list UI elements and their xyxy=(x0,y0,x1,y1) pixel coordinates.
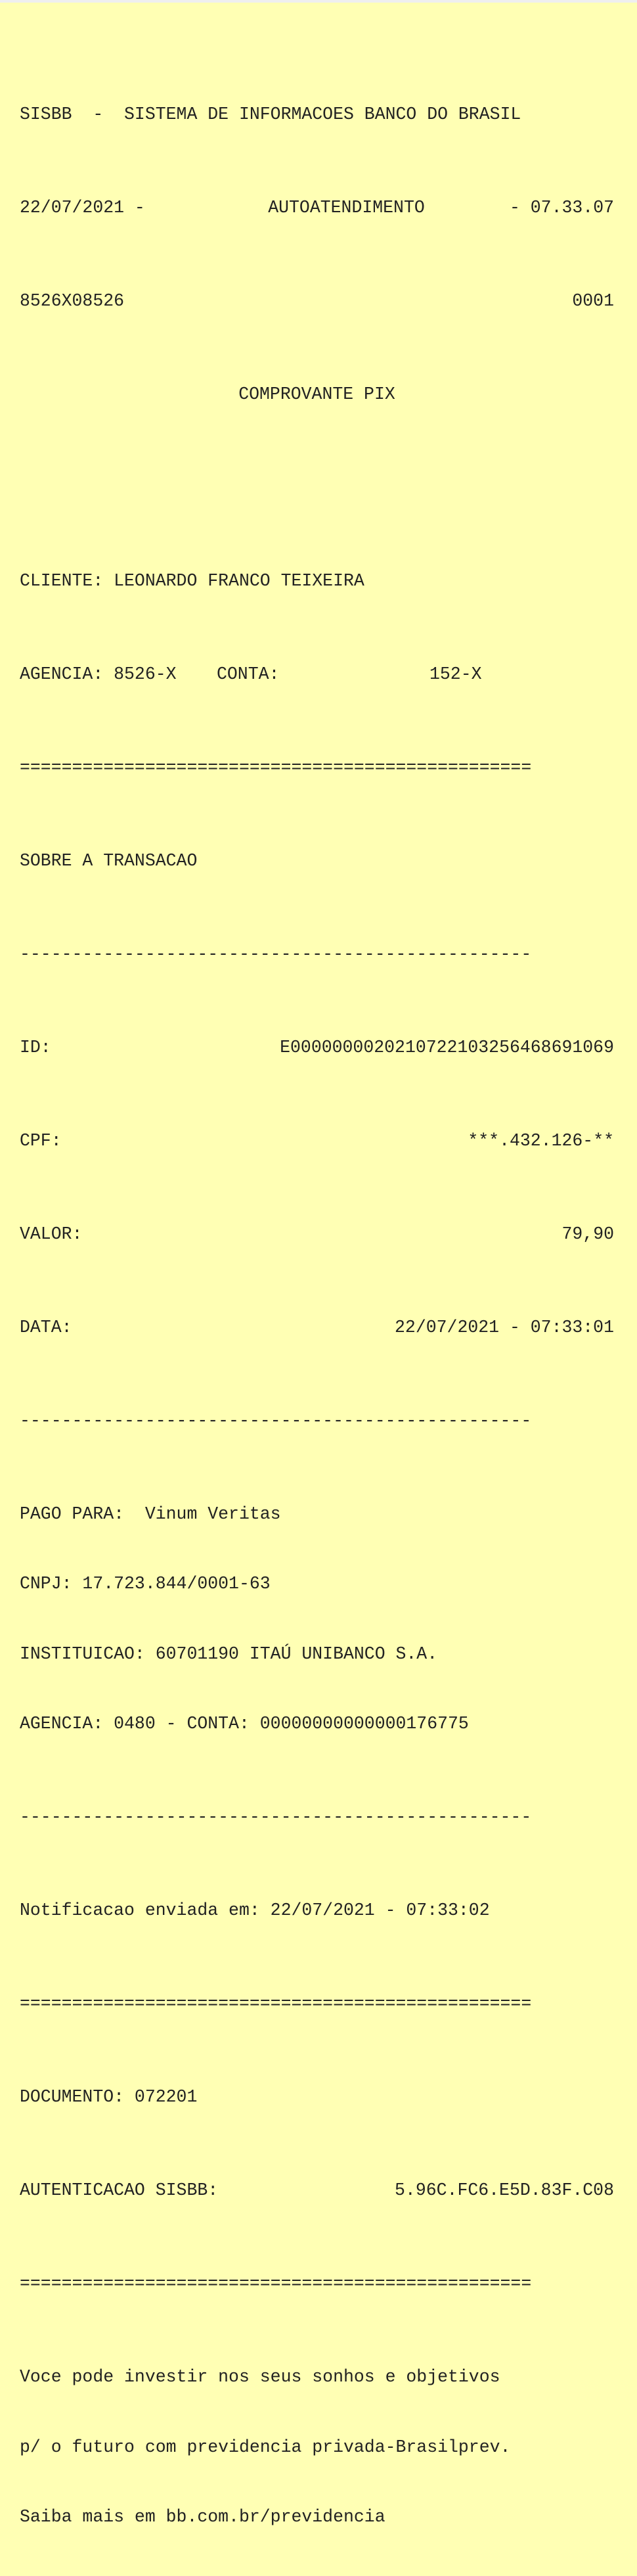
authentication-value: 5.96C.FC6.E5D.83F.C08 xyxy=(395,2180,614,2200)
data-value: 22/07/2021 - 07:33:01 xyxy=(395,1317,614,1337)
data-label: DATA: xyxy=(20,1317,72,1337)
cpf-label: CPF: xyxy=(20,1130,62,1151)
single-separator: ------------------------------------------------- xyxy=(20,1410,532,1431)
client-agency-row xyxy=(20,663,637,687)
header-time: - 07.33.07 xyxy=(509,197,614,218)
valor-label: VALOR: xyxy=(20,1224,83,1244)
transaction-id-value: E0000000020210722103256468691069 xyxy=(280,1037,614,1057)
cpf-value: ***.432.126-** xyxy=(468,1130,614,1151)
spacer xyxy=(20,476,637,500)
cpf-row xyxy=(20,1130,614,1153)
single-separator: ------------------------------------------------- xyxy=(20,1807,532,1827)
client-account-value: 152-X xyxy=(429,664,482,684)
double-separator: ================================================= xyxy=(20,2274,532,2293)
promo-line-3: Saiba mais em bb.com.br/previdencia xyxy=(20,2507,385,2527)
double-separator: ================================================= xyxy=(20,1994,532,2013)
payee-agency-account: AGENCIA: 0480 - CONTA: 00000000000000176775 xyxy=(20,1714,469,1734)
double-separator: ================================================= xyxy=(20,757,532,777)
notification-line: Notificacao enviada em: 22/07/2021 - 07:33:02 xyxy=(20,1900,490,1920)
payee-institution: INSTITUICAO: 60701190 ITAÚ UNIBANCO S.A. xyxy=(20,1644,438,1664)
paid-to-line: PAGO PARA: Vinum Veritas xyxy=(20,1504,281,1524)
transaction-id-row xyxy=(20,1036,614,1060)
valor-row xyxy=(20,1223,614,1247)
client-name: CLIENTE: LEONARDO FRANCO TEIXEIRA xyxy=(20,570,364,591)
promo-line-2: p/ o futuro com previdencia privada-Brasilprev. xyxy=(20,2437,511,2457)
client-agency: AGENCIA: 8526-X xyxy=(20,664,177,684)
promo-line-1: Voce pode investir nos seus sonhos e objetivos xyxy=(20,2367,500,2387)
valor-value: 79,90 xyxy=(561,1224,614,1244)
terminal-id: 8526X08526 xyxy=(20,290,125,311)
document-line: DOCUMENTO: 072201 xyxy=(20,2087,198,2107)
header-date: 22/07/2021 - xyxy=(20,197,145,218)
authentication-label: AUTENTICACAO SISBB: xyxy=(20,2180,219,2200)
sequence-number: 0001 xyxy=(572,290,614,311)
single-separator: ------------------------------------------------- xyxy=(20,944,532,964)
date-service-time-row xyxy=(20,196,614,220)
authentication-row xyxy=(20,2179,614,2203)
client-account-label: CONTA: xyxy=(217,664,280,684)
system-header-line: SISBB - SISTEMA DE INFORMACOES BANCO DO BRASIL xyxy=(20,104,521,124)
data-row xyxy=(20,1316,614,1340)
transaction-section-title: SOBRE A TRANSACAO xyxy=(20,850,198,871)
header-service: AUTOATENDIMENTO xyxy=(268,197,425,218)
transaction-id-label: ID: xyxy=(20,1037,51,1057)
payee-cnpj: CNPJ: 17.723.844/0001-63 xyxy=(20,1574,271,1594)
terminal-row xyxy=(20,290,614,313)
receipt-title: COMPROVANTE PIX xyxy=(238,384,395,404)
